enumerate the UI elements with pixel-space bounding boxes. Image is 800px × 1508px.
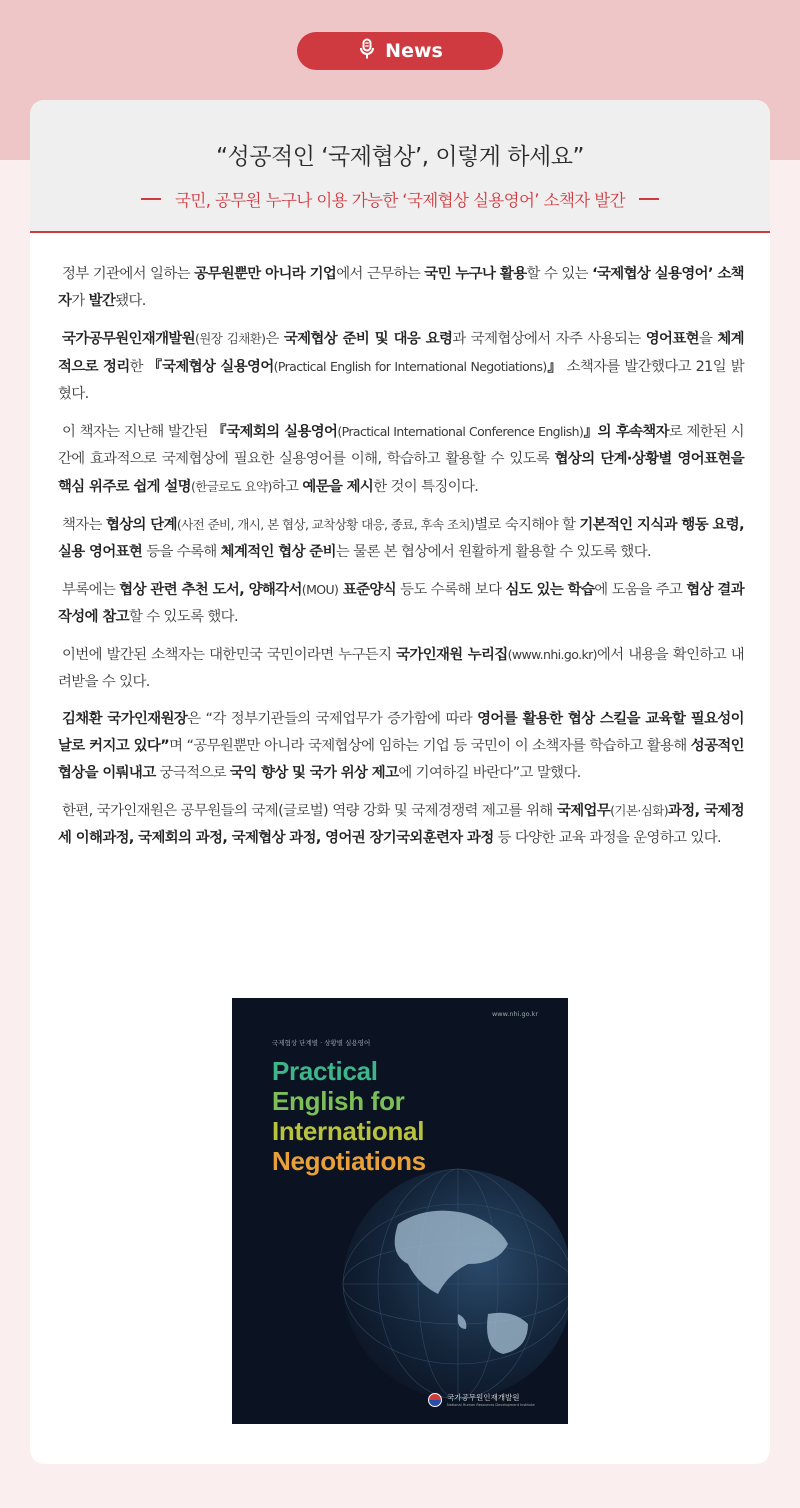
book-kicker: 국제협상 단계별 · 상황별 실용영어 [272,1039,371,1047]
emphasis-text: 국제협상 준비 및 대응 요령 [283,331,453,347]
paragraph-text: (Practical International Conference English) [337,424,584,439]
globe-icon [338,1164,568,1404]
news-label: News [385,40,443,62]
emphasis-text: 국가공무원인재개발원 [62,331,196,347]
headline: “성공적인 ‘국제협상’, 이렇게 하세요” [216,144,584,170]
paragraph-text: 정부 기관에서 일하는 [62,266,195,282]
paragraph-text: 한 [129,359,148,375]
paragraph-text: 이 책자는 지난해 발간된 [62,424,213,440]
emphasis-text: 『국제회의 실용영어 [212,424,338,440]
paragraph-text: 하고 [271,479,303,495]
emphasis-text: 영어를 활용한 협상 스킬을 교육할 필요성이 날로 커지고 있다” [58,711,744,754]
paragraph-text: 이번에 발간된 소책자는 대한민국 국민이라면 누구든지 [62,647,397,663]
book-title-line: Negotiations [272,1146,426,1176]
paragraph-text: 부록에는 [62,582,120,598]
emphasis-text: 발간 [88,293,116,309]
paragraph-text: 에서 내용을 확인하고 내려받을 수 있다. [58,647,744,690]
emphasis-text: 협상의 단계 [105,517,177,533]
paragraph-text: 에 기여하길 바란다”고 말했다. [398,765,581,781]
paragraph-text: (www.nhi.go.kr) [507,647,597,662]
paragraph-text: 은 [265,331,284,347]
publisher-name: 국가공무원인재개발원 [447,1393,520,1402]
emphasis-text: 심도 있는 학습 [505,582,595,598]
emphasis-text: 예문을 제시 [302,479,374,495]
subline-text: 국민, 공무원 누구나 이용 가능한 ‘국제협상 실용영어’ 소책자 발간 [175,191,625,210]
emphasis-text: 김채환 국가인재원장 [62,711,188,727]
emphasis-text: 표준양식 [338,582,397,598]
paragraph-text: 등을 수록해 [142,544,221,560]
emphasis-text: 』 [546,359,562,375]
book-publisher [428,1392,535,1407]
emphasis-text: 공무원뿐만 아니라 기업 [194,266,337,282]
emphasis-text: 영어표현 [645,331,699,347]
paragraph-text: 은 “각 정부기관들의 국제업무가 증가함에 따라 [187,711,478,727]
emphasis-text: 협상 관련 추천 도서, 양해각서 [119,582,302,598]
paragraph-text: (MOU) [301,582,339,597]
emphasis-text: 『국제협상 실용영어 [147,359,274,375]
article-paragraph [58,325,744,408]
paragraph-text: 할 수 있는 [526,266,593,282]
paragraph-text: 궁극적으로 [155,765,230,781]
paragraph-text: 등 다양한 교육 과정을 운영하고 있다. [493,830,721,846]
microphone-icon [357,38,377,65]
emphasis-text: 체계적으로 정리 [58,331,744,375]
paragraph-text: (사전 준비, 개시, 본 협상, 교착상황 대응, 종료, 후속 조치) [176,517,475,532]
paragraph-text: 가 [71,293,89,309]
book-title-line: Practical [272,1056,378,1086]
paragraph-text: 에서 근무하는 [336,266,425,282]
book-url: www.nhi.go.kr [491,1010,538,1018]
emphasis-text: 협상의 단계·상황별 영어표현을 핵심 위주로 쉽게 설명 [58,451,745,495]
emphasis-text: ‘국제협상 실용영어’ 소책자 [58,266,744,309]
book-title-line: English for [272,1086,405,1116]
paragraph-text: 등도 수록해 보다 [396,582,506,598]
paragraph-text: 며 “공무원뿐만 아니라 국제협상에 임하는 기업 등 국민이 이 소책자를 학습하고 활용해 [169,738,691,754]
news-badge [297,32,503,70]
article-paragraph [58,706,744,787]
paragraph-text: 한편, 국가인재원은 공무원들의 국제(글로벌) 역량 강화 및 국제경쟁력 제고를 위해 [62,803,557,819]
book-cover-image [232,998,568,1424]
article-card [30,100,770,1464]
emphasis-text: 국제업무 [556,803,611,819]
emphasis-text: 과정, 국제정세 이해과정, 국제회의 과정, 국제협상 과정, 영어권 장기국외훈련자 과정 [58,803,744,846]
article-paragraph [58,418,744,501]
emphasis-text: 체계적인 협상 준비 [220,544,336,560]
paragraph-text: (기본·심화) [610,803,668,818]
paragraph-text: 는 물론 본 협상에서 원활하게 활용할 수 있도록 했다. [335,544,651,560]
subheadline [30,187,770,211]
book-title-line: International [272,1116,425,1146]
paragraph-text: 로 제한된 시간에 효과적으로 국제협상에 필요한 실용영어를 이해, 학습하고 활용할 수 있도록 [58,424,744,467]
emphasis-text: 협상 결과 작성에 참고 [58,582,745,625]
paragraph-text: 에 도움을 주고 [594,582,687,598]
article-paragraph [58,576,744,631]
article-paragraph [58,797,744,852]
emphasis-text: 성공적인 협상을 이뤄내고 [58,738,744,781]
emphasis-text: 국민 누구나 활용 [424,266,527,282]
paragraph-text: (원장 김채환) [195,331,266,346]
paragraph-text: 별로 숙지해야 할 [474,517,580,533]
emphasis-text: 국가인재원 누리집 [396,647,508,663]
subline-dash-right [639,198,659,200]
emphasis-text: 기본적인 지식과 행동 요령, 실용 영어표현 [58,517,744,560]
paragraph-text: 과 국제협상에서 자주 사용되는 [452,331,646,347]
taegeuk-logo-icon [428,1393,442,1407]
paragraph-text: 책자는 [62,517,106,533]
paragraph-text: 됐다. [115,293,146,309]
paragraph-text: 할 수 있도록 했다. [128,609,238,625]
article-body [30,233,770,852]
article-header [30,100,770,233]
paragraph-text: (한글로도 요약) [190,479,272,494]
article-paragraph [58,641,744,696]
article-paragraph [58,261,744,315]
article-paragraph [58,511,744,566]
emphasis-text: 』의 후속책자 [583,424,669,440]
subline-dash-left [141,198,161,200]
paragraph-text: (Practical English for International Negotiations) [273,359,547,374]
book-title [272,1056,426,1176]
paragraph-text: 을 [698,331,718,347]
paragraph-text: 한 것이 특징이다. [373,479,479,495]
emphasis-text: 국익 향상 및 국가 위상 제고 [230,765,399,781]
publisher-subname: National Human Resources Development Institute [447,1403,535,1407]
paragraph-text: 소책자를 발간했다고 21일 밝혔다. [58,359,745,402]
